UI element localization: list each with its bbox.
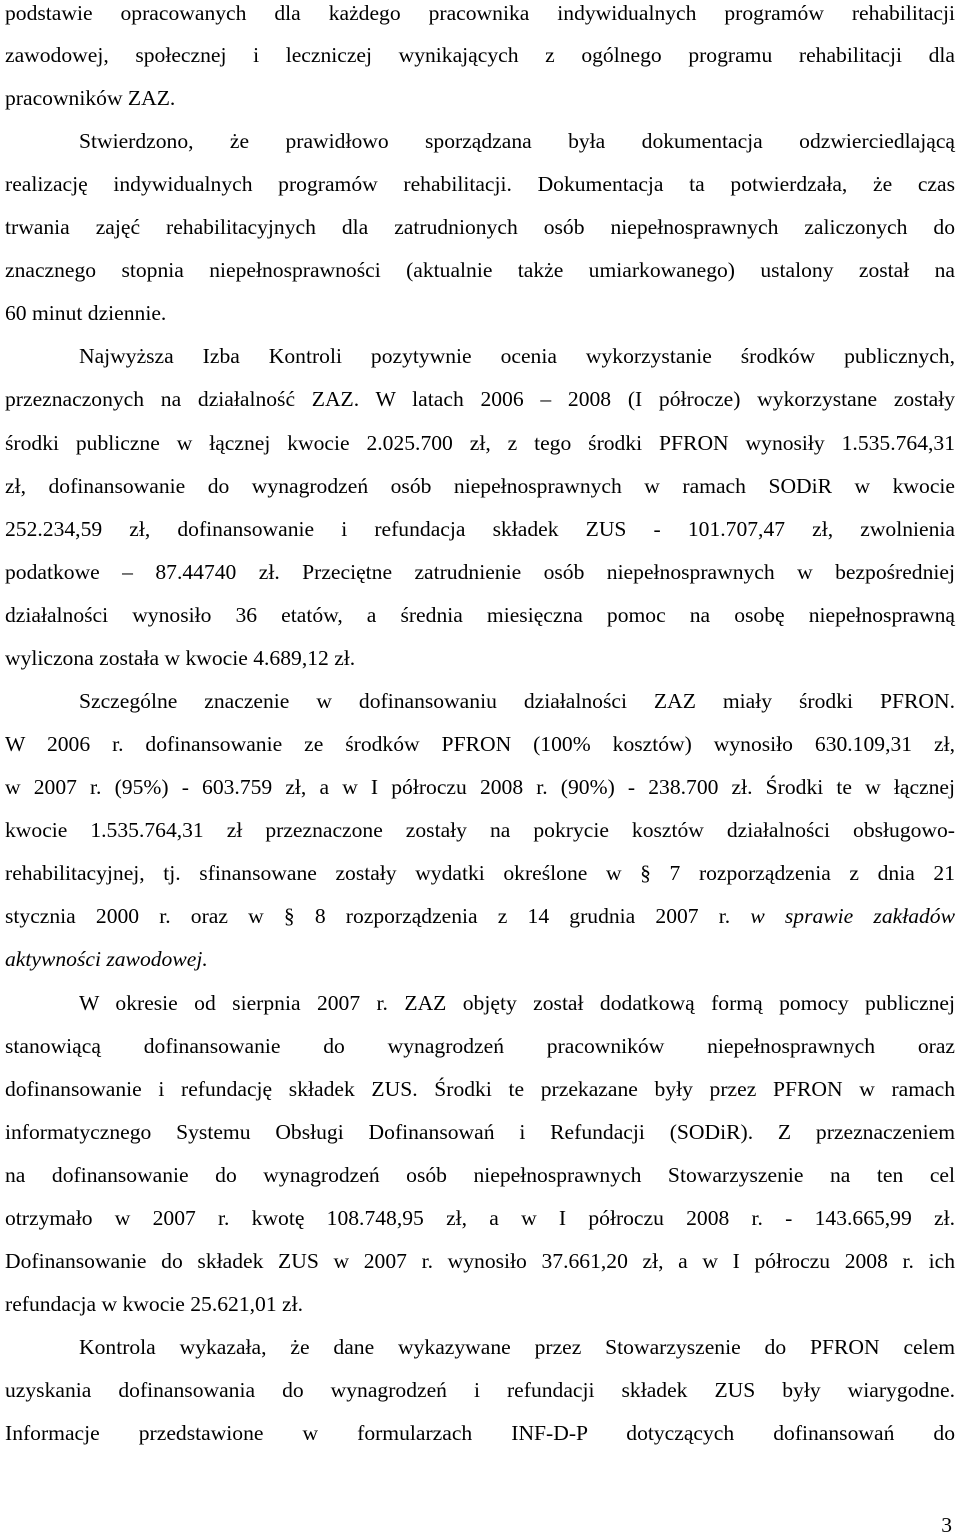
text-line: W okresie od sierpnia 2007 r. ZAZ objęty został dodatkową formą pomocy publicznej [79,991,955,1015]
text-line: wyliczona została w kwocie 4.689,12 zł. [5,646,356,670]
italic-text: aktywności zawodowej. [5,947,208,971]
text-line: zł, dofinansowanie do wynagrodzeń osób niepełnosprawnych w ramach SODiR w kwocie [5,474,955,498]
text-line-with-italic [5,903,955,929]
text-line: Stwierdzono, że prawidłowo sporządzana była dokumentacja odzwierciedlającą [79,129,955,153]
text-line: informatycznego Systemu Obsługi Dofinansowań i Refundacji (SODiR). Z przeznaczeniem [5,1120,955,1144]
text-line: znacznego stopnia niepełnosprawności (aktualnie także umiarkowanego) ustalony został na [5,258,955,282]
text-line: otrzymało w 2007 r. kwotę 108.748,95 zł, a w I półroczu 2008 r. - 143.665,99 zł. [5,1206,955,1230]
text-line: zawodowej, społecznej i leczniczej wynikających z ogólnego programu rehabilitacji dla [5,43,955,67]
text-line: refundacja w kwocie 25.621,01 zł. [5,1292,304,1316]
text-line: na dofinansowanie do wynagrodzeń osób niepełnosprawnych Stowarzyszenie na ten cel [5,1163,955,1187]
text-line: Dofinansowanie do składek ZUS w 2007 r. wynosiło 37.661,20 zł, a w I półroczu 2008 r. ich [5,1249,955,1273]
text-fragment: stycznia 2000 r. oraz w § 8 rozporządzenia z 14 grudnia 2007 r. [5,904,731,928]
text-line: 252.234,59 zł, dofinansowanie i refundacja składek ZUS - 101.707,47 zł, zwolnienia [5,517,955,541]
text-line: stanowiącą dofinansowanie do wynagrodzeń pracowników niepełnosprawnych oraz [5,1034,955,1058]
text-line: realizację indywidualnych programów rehabilitacji. Dokumentacja ta potwierdzała, że czas [5,172,955,196]
text-line: rehabilitacyjnej, tj. sfinansowane zostały wydatki określone w § 7 rozporządzenia z dnia 21 [5,861,955,885]
text-line: działalności wynosiło 36 etatów, a średnia miesięczna pomoc na osobę niepełnosprawną [5,603,955,627]
page-number: 3 [941,1513,952,1537]
text-line: dofinansowanie i refundację składek ZUS. Środki te przekazane były przez PFRON w ramach [5,1077,955,1101]
text-line: Szczególne znaczenie w dofinansowaniu działalności ZAZ miały środki PFRON. [79,689,955,713]
text-line: uzyskania dofinansowania do wynagrodzeń i refundacji składek ZUS były wiarygodne. [5,1378,955,1402]
text-line: kwocie 1.535.764,31 zł przeznaczone zostały na pokrycie kosztów działalności obsługowo- [5,818,955,842]
text-line: podatkowe – 87.44740 zł. Przeciętne zatrudnienie osób niepełnosprawnych w bezpośredniej [5,560,955,584]
text-line: w 2007 r. (95%) - 603.759 zł, a w I półroczu 2008 r. (90%) - 238.700 zł. Środki te w łącznej [5,775,955,799]
text-line: środki publiczne w łącznej kwocie 2.025.700 zł, z tego środki PFRON wynosiły 1.535.764,31 [5,431,955,455]
text-line: Najwyższa Izba Kontroli pozytywnie ocenia wykorzystanie środków publicznych, [79,344,955,368]
text-line: trwania zajęć rehabilitacyjnych dla zatrudnionych osób niepełnosprawnych zaliczonych do [5,215,955,239]
text-line: W 2006 r. dofinansowanie ze środków PFRON (100% kosztów) wynosiło 630.109,31 zł, [5,732,955,756]
italic-text: w sprawie zakładów [750,904,955,928]
text-line: pracowników ZAZ. [5,86,176,110]
text-line: 60 minut dziennie. [5,301,167,325]
text-line: podstawie opracowanych dla każdego pracownika indywidualnych programów rehabilitacji [5,1,955,25]
italic-text-line [5,946,955,972]
text-line: Kontrola wykazała, że dane wykazywane przez Stowarzyszenie do PFRON celem [79,1335,955,1359]
text-line: Informacje przedstawione w formularzach INF-D-P dotyczących dofinansowań do [5,1421,955,1445]
text-line: przeznaczonych na działalność ZAZ. W latach 2006 – 2008 (I półrocze) wykorzystane zostały [5,387,955,411]
